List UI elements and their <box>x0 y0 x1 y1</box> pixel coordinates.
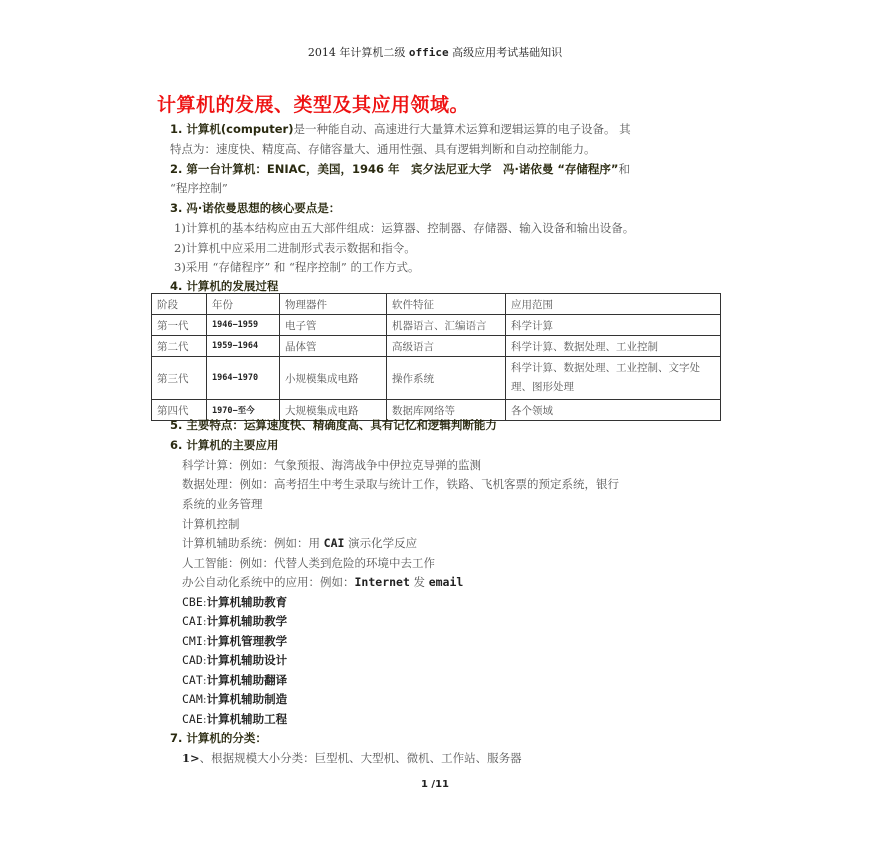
abbr-text: 计算机辅助教学 <box>206 614 288 628</box>
table-cell: 科学计算 <box>506 315 721 336</box>
abbr-item: CBE:计算机辅助教育 <box>182 595 288 609</box>
table-cell: 高级语言 <box>387 336 506 357</box>
oa-mid: 发 <box>409 575 429 589</box>
section-3-item: 1)计算机的基本结构应由五大部件组成：运算器、控制器、存储器、输入设备和输出设备。 <box>174 221 635 235</box>
header-suffix: 高级应用考试基础知识 <box>448 46 563 59</box>
application-line: 计算机控制 <box>182 517 240 531</box>
application-line: 科学计算：例如：气象预报、海湾战争中伊拉克导弹的监测 <box>182 458 481 472</box>
abbr-text: 计算机辅助教育 <box>206 595 288 609</box>
section-3-item: 3)采用 “存储程序” 和 “程序控制” 的工作方式。 <box>174 260 420 274</box>
section-5-heading: 5. 主要特点：运算速度快、精确度高、具有记忆和逻辑判断能力 <box>170 418 497 432</box>
table-cell: 科学计算、数据处理、工业控制、文字处理、图形处理 <box>506 357 721 400</box>
abbr-text: 计算机辅助翻译 <box>206 673 288 687</box>
section-1-line-1 <box>170 121 631 137</box>
section-6-heading: 6. 计算机的主要应用 <box>170 438 279 452</box>
table-row <box>152 357 721 400</box>
section-2-text: 和 <box>618 162 630 176</box>
section-1-line-2: 特点为：速度快、精度高、存储容量大、通用性强、具有逻辑判断和自动控制能力。 <box>170 142 596 156</box>
table-cell: 大规模集成电路 <box>280 400 387 421</box>
header-prefix: 2014 年计算机二级 <box>307 46 409 59</box>
table-cell: 1970−至今 <box>207 400 280 421</box>
oa-internet: Internet <box>354 575 410 589</box>
abbr-text: 计算机辅助设计 <box>206 653 288 667</box>
application-line-ai: 人工智能：例如：代替人类到危险的环境中去工作 <box>182 556 435 570</box>
table-cell: 1964−1970 <box>207 357 280 400</box>
table-cell: 操作系统 <box>387 357 506 400</box>
abbr-item: CAE:计算机辅助工程 <box>182 712 288 726</box>
abbr-item: CAT:计算机辅助翻译 <box>182 673 288 687</box>
table-header-cell: 阶段 <box>152 294 207 315</box>
abbr-item: CMI:计算机管理教学 <box>182 634 288 648</box>
table-header-cell: 软件特征 <box>387 294 506 315</box>
item-number: 1> <box>182 751 200 765</box>
table-cell: 第一代 <box>152 315 207 336</box>
document-title: 计算机的发展、类型及其应用领域。 <box>157 94 470 116</box>
table-header-cell: 物理器件 <box>280 294 387 315</box>
table-cell: 第二代 <box>152 336 207 357</box>
section-2-line-2: “程序控制” <box>170 181 228 195</box>
abbr-item: CAM:计算机辅助制造 <box>182 692 288 706</box>
abbr-text: 计算机管理教学 <box>206 634 288 648</box>
page-header <box>0 44 870 60</box>
table-header-row <box>152 294 721 315</box>
abbr-code: CAI <box>182 614 203 628</box>
cai-text: 计算机辅助系统：例如：用 <box>182 536 324 550</box>
cai-code: CAI <box>323 536 345 550</box>
item-text: 、根据规模大小分类：巨型机、大型机、微机、工作站、服务器 <box>199 751 522 765</box>
application-line: 数据处理：例如：高考招生中考生录取与统计工作，铁路、飞机客票的预定系统，银行 <box>182 477 619 491</box>
section-4-heading: 4. 计算机的发展过程 <box>170 279 279 293</box>
table-cell: 科学计算、数据处理、工业控制 <box>506 336 721 357</box>
page-number: 1 /11 <box>420 779 449 790</box>
header-office: office <box>408 46 449 59</box>
section-7-item <box>182 750 522 766</box>
development-table <box>151 293 721 421</box>
section-2-line-1 <box>170 161 630 177</box>
application-line-cai <box>182 535 417 551</box>
application-line: 系统的业务管理 <box>182 497 263 511</box>
abbr-text: 计算机辅助制造 <box>206 692 288 706</box>
abbr-text: 计算机辅助工程 <box>206 712 288 726</box>
section-3-heading: 3. 冯·诺依曼思想的核心要点是： <box>170 201 341 215</box>
table-cell: 机器语言、汇编语言 <box>387 315 506 336</box>
section-7-heading: 7. 计算机的分类： <box>170 731 267 745</box>
abbr-code: CAD <box>182 653 203 667</box>
oa-email: email <box>428 575 464 589</box>
table-row <box>152 315 721 336</box>
section-3-item: 2)计算机中应采用二进制形式表示数据和指令。 <box>174 241 416 255</box>
table-cell: 第三代 <box>152 357 207 400</box>
table-header-cell: 应用范围 <box>506 294 721 315</box>
table-cell: 晶体管 <box>280 336 387 357</box>
cai-text-post: 演示化学反应 <box>344 536 418 550</box>
section-2-heading: 2. 第一台计算机：ENIAC，美国，1946 年 宾夕法尼亚大学 冯·诺依曼 “存储程序” <box>170 162 619 176</box>
section-1-heading: 1. 计算机(computer) <box>170 122 294 136</box>
abbr-code: CBE <box>182 595 203 609</box>
table-cell: 各个领域 <box>506 400 721 421</box>
table-cell: 1946−1959 <box>207 315 280 336</box>
table-cell: 第四代 <box>152 400 207 421</box>
table-header-cell: 年份 <box>207 294 280 315</box>
table-cell: 小规模集成电路 <box>280 357 387 400</box>
table-cell: 数据库网络等 <box>387 400 506 421</box>
abbr-code: CAE <box>182 712 203 726</box>
abbr-code: CMI <box>182 634 203 648</box>
oa-text: 办公自动化系统中的应用：例如： <box>182 575 355 589</box>
abbr-item: CAI:计算机辅助教学 <box>182 614 288 628</box>
table-cell: 电子管 <box>280 315 387 336</box>
abbr-code: CAT <box>182 673 203 687</box>
abbr-code: CAM <box>182 692 203 706</box>
table-cell: 1959−1964 <box>207 336 280 357</box>
table-row <box>152 336 721 357</box>
application-line-oa <box>182 574 463 590</box>
section-1-text: 是一种能自动、高速进行大量算术运算和逻辑运算的电子设备。 其 <box>293 122 631 136</box>
abbr-item: CAD:计算机辅助设计 <box>182 653 288 667</box>
